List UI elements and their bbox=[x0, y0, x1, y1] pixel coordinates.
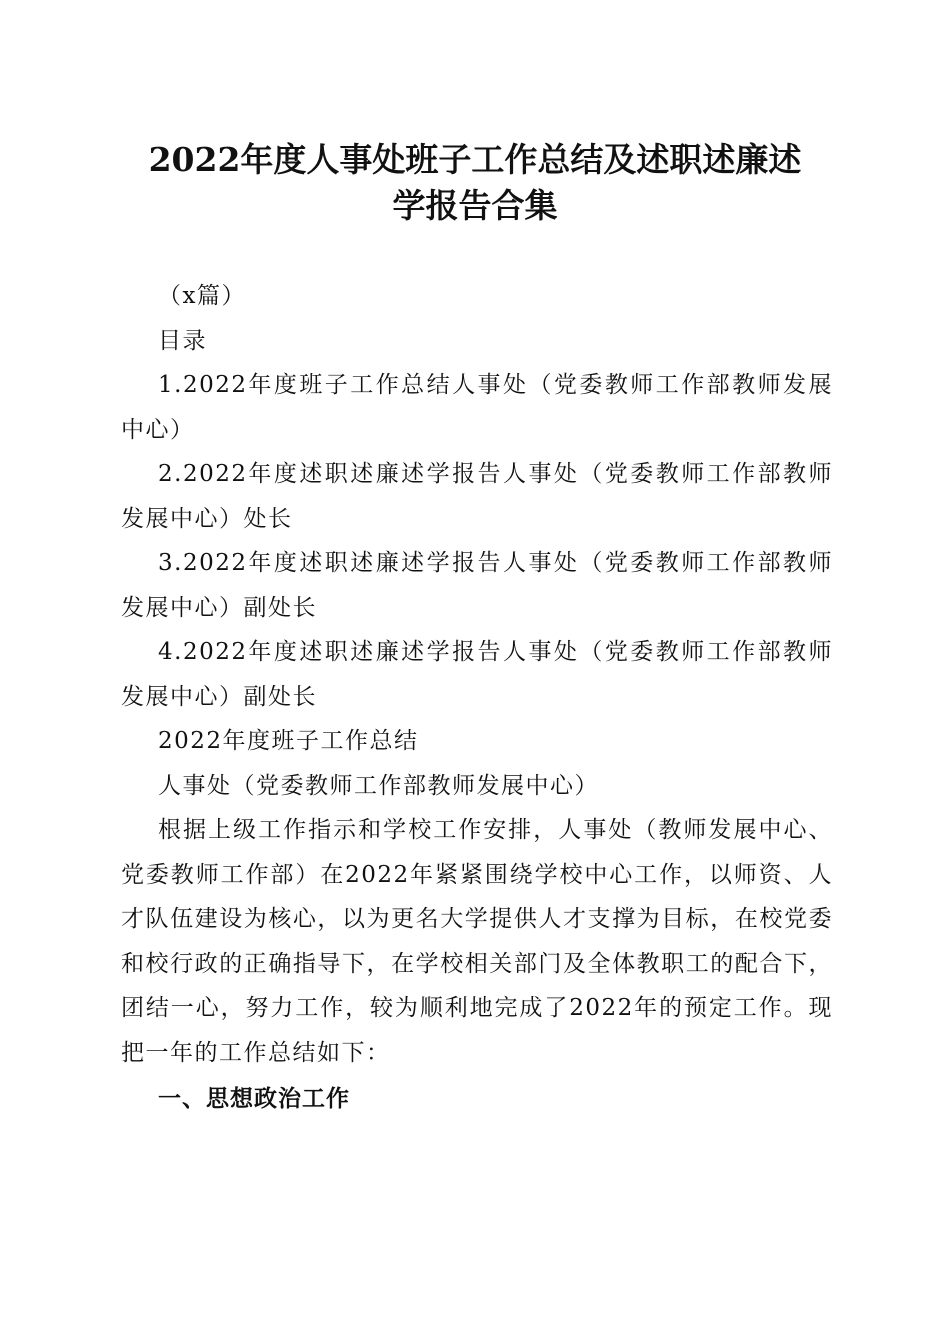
toc-item-4: 4.2022年度述职述廉述学报告人事处（党委教师工作部教师发展中心）副处长 bbox=[121, 639, 833, 710]
section-title: 2022年度班子工作总结 bbox=[158, 728, 419, 754]
document-title-line-2: 学报告合集 bbox=[392, 186, 558, 225]
department-line: 人事处（党委教师工作部教师发展中心） bbox=[158, 772, 599, 799]
toc-item-2: 2.2022年度述职述廉述学报告人事处（党委教师工作部教师发展中心）处长 bbox=[121, 461, 833, 532]
intro-paragraph: 根据上级工作指示和学校工作安排，人事处（教师发展中心、党委教师工作部）在2022年紧紧围绕学校中心工作，以师资、人才队伍建设为核心，以为更名大学提供人才支撑为目标，在校党委和校行政的正确指导下，在学校相关部门及全体教职工的配合下，团结一心，努力工作，较为顺利地完成了2022年的预定工作。现把一年的工作总结如下： bbox=[121, 817, 833, 1066]
toc-item-1: 1.2022年度班子工作总结人事处（党委教师工作部教师发展中心） bbox=[121, 372, 833, 443]
toc-item-3: 3.2022年度述职述廉述学报告人事处（党委教师工作部教师发展中心）副处长 bbox=[121, 550, 833, 621]
count-note: （x篇） bbox=[158, 283, 246, 309]
toc-label: 目录 bbox=[158, 327, 207, 354]
document-body bbox=[121, 274, 833, 1122]
heading-political-work: 一、思想政治工作 bbox=[158, 1086, 350, 1112]
document-title-line-1: 2022年度人事处班子工作总结及述职述廉述 bbox=[148, 140, 802, 179]
